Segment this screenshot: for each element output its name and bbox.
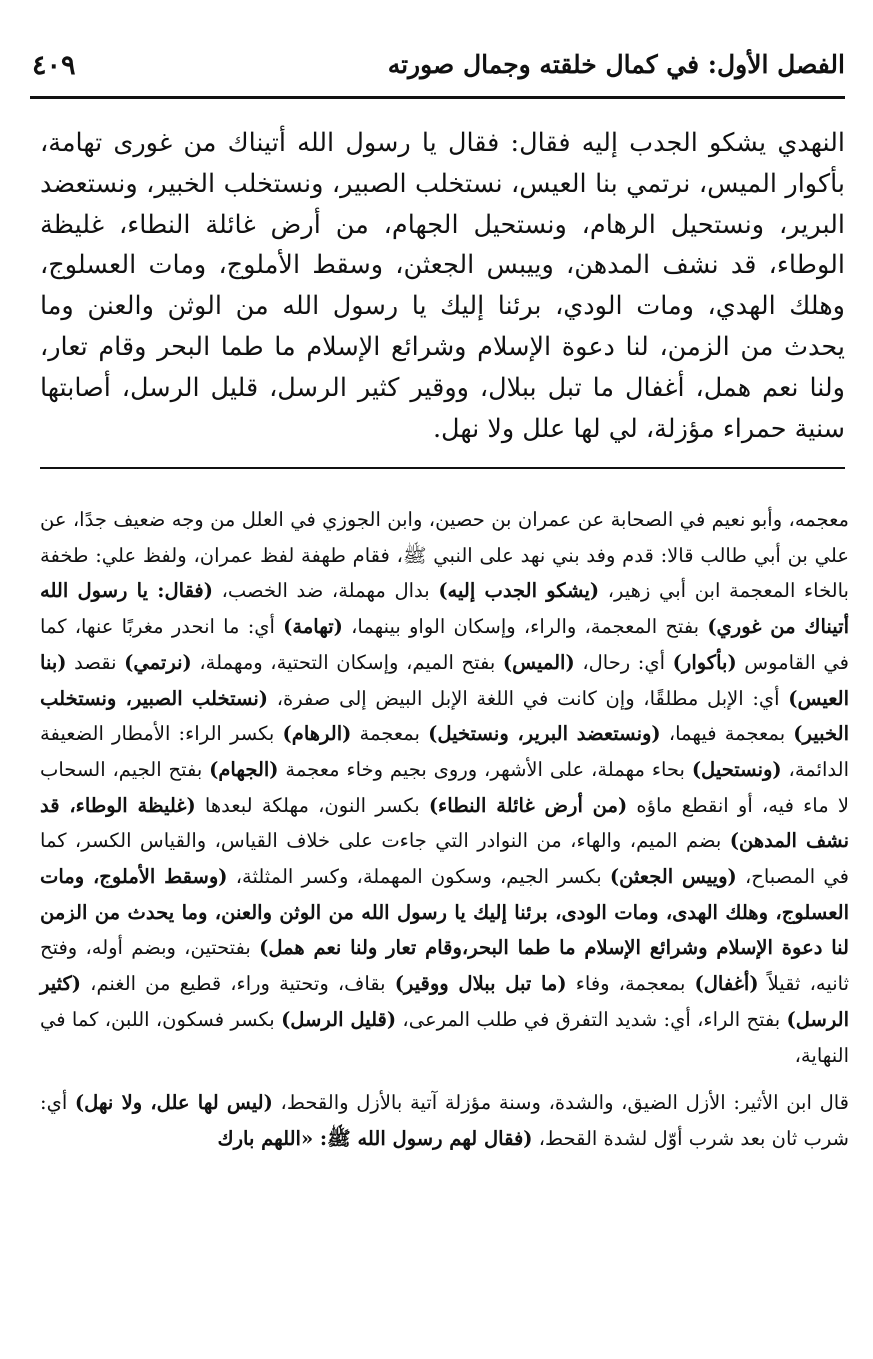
footnote-separator [40,467,845,469]
chapter-title: الفصل الأول: في كمال خلقته وجمال صورته [387,50,845,79]
commentary-text: نقصد [66,650,125,674]
quoted-phrase: (ما تبل ببلال ووقير) [394,972,567,996]
page-number: ٤٠٩ [32,50,76,81]
header-rule [30,96,845,99]
commentary-text: بفتح المعجمة، والراء، وإسكان الواو بينهما، [342,615,708,639]
commentary-text: بكسر فسكون، اللبن، كما في النهاية، [40,1007,849,1067]
commentary-text: بحاء مهملة، على الأشهر، وروى بجيم وخاء معجمة [278,757,692,781]
commentary-text: بفتح الراء، أي: شديد التفرق في طلب المرعى، [396,1007,787,1031]
commentary-text: بفتح الميم، وإسكان التحتية، ومهملة، [191,650,503,674]
quoted-phrase: (من أرض غائلة النطاء) [428,793,628,817]
commentary-text: معجمه، وأبو نعيم في الصحابة عن عمران بن حصين، وابن الجوزي في العلل من وجه ضعيف جدًا، عن علي بن أبي طالب قالا: قدم وفد بني نهد على النبي ﷺ، فقام طهفة لفظ عمران، ولفظ علي: طخفة بالخاء المعجمة ابن أبي زهير، [40,508,849,603]
quoted-phrase: (نرتمي) [124,650,192,674]
commentary-text: بفتحتين، وبضم أوله، وفتح ثانيه، ثقيلاً [40,936,849,996]
page-header [30,48,845,94]
commentary-text: بمعجمة [351,722,429,746]
commentary-paragraph-1 [40,502,849,1073]
commentary-text: بكسر الراء: الأمطار الضعيفة الدائمة، [40,722,849,781]
quoted-phrase: (الميس) [502,650,575,674]
quoted-phrase: (غليظة الوطاء، قد نشف المدهن) [40,793,850,853]
commentary-paragraph-2 [40,1085,849,1156]
commentary-text: أي: شرب ثان بعد شرب أوّل لشدة القحط، [40,1091,849,1150]
commentary-text: بكسر النون، مهلكة لبعدها [195,793,429,817]
commentary-text: بفتح الجيم، السحاب لا ماء فيه، أو انقطع ماؤه [40,757,849,817]
commentary-text: بمعجمة فيهما، [660,722,794,746]
quoted-phrase: (كثير الرسل) [40,972,849,1031]
commentary-text: أي: رحال، [574,650,673,674]
quoted-phrase: (أغفال) [694,972,759,996]
commentary-block [40,502,849,1157]
quoted-phrase: (الرهام) [282,722,352,746]
main-text-block [40,123,845,449]
commentary-text: بمعجمة، وفاء [566,972,695,996]
quoted-phrase: (ونستحيل) [691,757,782,781]
quoted-phrase: (تهامة) [283,615,343,639]
main-text: النهدي يشكو الجدب إليه فقال: فقال يا رسول الله أتيناك من غورى تهامة، بأكوار الميس، نرتمي بنا العيس، نستخلب الصبير، ونستخلب الخبير، ونستعضد البرير، ونستحيل الرهام، ونستحيل الجهام، من أرض غائلة النطاء، غليظة الوطاء، قد نشف المدهن، وييبس الجعثن، وسقط الأملوج، ومات العسلوج، وهلك الهدي، ومات الودي، برئنا إليك يا رسول الله من الوثن والعنن وما يحدث من الزمن، لنا دعوة الإسلام وشرائع الإسلام ما طما البحر وقام تعار، ولنا نعم همل، أغفال ما تبل ببلال، ووقير كثير الرسل، قليل الرسل، أصابتها سنية حمراء مؤزلة، لي لها علل ولا نهل. [40,128,845,444]
quoted-phrase: (نستخلب الصبير، ونستخلب الخبير) [40,686,849,746]
quoted-phrase: (بنا العيس) [40,650,850,710]
quoted-phrase: (ليس لها علل، ولا نهل) [74,1091,273,1115]
commentary-text: بضم الميم، والهاء، من النوادر التي جاءت على خلاف القياس، والقياس الكسر، كما في المصباح، [40,829,849,889]
quoted-phrase: (الجهام) [209,757,279,781]
commentary-text: أي: الإبل مطلقًا، وإن كانت في اللغة الإبل البيض إلى صفرة، [268,686,789,710]
quoted-phrase: (بأكوار) [672,650,737,674]
quoted-phrase: (فقال لهم رسول الله ﷺ: «اللهم بارك [217,1126,533,1150]
quoted-phrase: (قليل الرسل) [281,1007,397,1031]
quoted-phrase: (وييس الجعثن) [609,865,737,889]
commentary-text: قال ابن الأثير: الأزل الضيق، والشدة، وسنة مؤزلة آتية بالأزل والقحط، [272,1091,849,1115]
commentary-text: أي: ما انحدر مغربًا عنها، كما في القاموس [40,615,849,674]
commentary-text: بكسر الجيم، وسكون المهملة، وكسر المثلثة، [227,865,610,889]
commentary-text: بقاف، وتحتية وراء، قطيع من الغنم، [81,972,395,996]
quoted-phrase: (ونستعضد البرير، ونستخيل) [428,722,661,746]
commentary-text: بدال مهملة، ضد الخصب، [212,579,439,603]
quoted-phrase: (فقال: يا رسول الله أتيناك من غوري) [40,579,849,639]
quoted-phrase: (وسقط الأملوج، ومات العسلوج، وهلك الهدى، ومات الودى، برئنا إليك يا رسول الله من الوثن والعنن، وما يحدث من الزمن لنا دعوة الإسلام وشرائع الإسلام ما طما البحر،وقام تعار ولنا نعم همل) [40,865,849,960]
quoted-phrase: (يشكو الجدب إليه) [438,579,600,603]
